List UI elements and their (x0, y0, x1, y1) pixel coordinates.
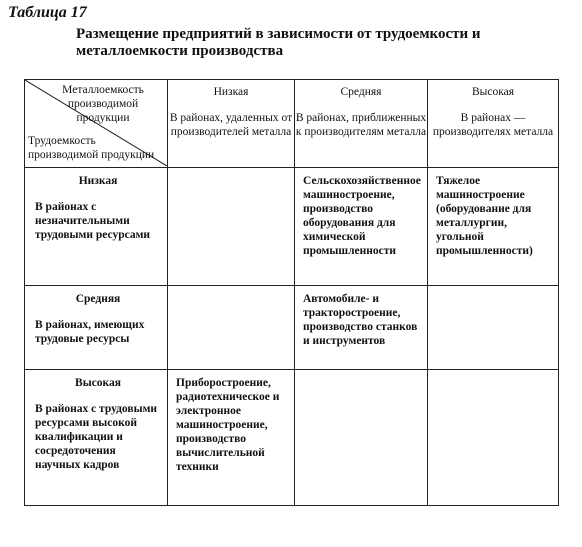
row-level: Средняя (75, 293, 121, 305)
table-row (25, 286, 559, 370)
row-level: Высокая (75, 377, 121, 389)
header-row (25, 80, 559, 168)
column-level: Низкая (213, 86, 249, 98)
table-cell: Приборостроение, радиотехническое и электронное машиностроение, производство вычислительной техники (168, 370, 295, 506)
column-header-medium (295, 80, 428, 168)
column-header-high (428, 80, 559, 168)
table-cell: Автомобиле- и тракторостроение, производство станков и инструментов (295, 286, 428, 370)
table-cell (428, 286, 559, 370)
table-cell: Тяжелое машиностроение (оборудование для металлургии, угольной промышленности) (428, 168, 559, 286)
column-level: Средняя (340, 86, 382, 98)
column-region: В районах — производителях металла (432, 112, 554, 138)
row-region: В районах, имеющих трудовые ресурсы (35, 319, 145, 345)
table-cell (168, 286, 295, 370)
table-row (25, 168, 559, 286)
row-region: В районах с трудовыми ресурсами высокой квалификации и сосредоточения научных кадров (35, 403, 158, 471)
column-header-low (168, 80, 295, 168)
table-cell: Сельскохозяйственное машиностроение, производство оборудования для химической промышленности (295, 168, 428, 286)
table-cell (168, 168, 295, 286)
corner-top-label: Металлоемкость производимой продукции (62, 84, 144, 124)
corner-bottom-label: Трудоемкость производимой продукции (28, 135, 155, 161)
table-cell (428, 370, 559, 506)
corner-cell (25, 80, 168, 168)
column-region: В районах, удаленных от производителей металла (169, 112, 293, 138)
row-level: Низкая (78, 175, 118, 187)
table-title: Размещение предприятий в зависимости от трудоемкости и металлоемкости производства (76, 26, 481, 59)
row-region: В районах с незначительными трудовыми ресурсами (35, 201, 151, 241)
column-level: Высокая (471, 86, 515, 98)
column-region: В районах, приближенных к производителям металла (295, 112, 427, 138)
table-row (25, 370, 559, 506)
row-header-low (25, 168, 168, 286)
row-header-high (25, 370, 168, 506)
row-header-medium (25, 286, 168, 370)
table-number: Таблица 17 (8, 4, 87, 21)
placement-table (24, 79, 559, 506)
table-cell (295, 370, 428, 506)
